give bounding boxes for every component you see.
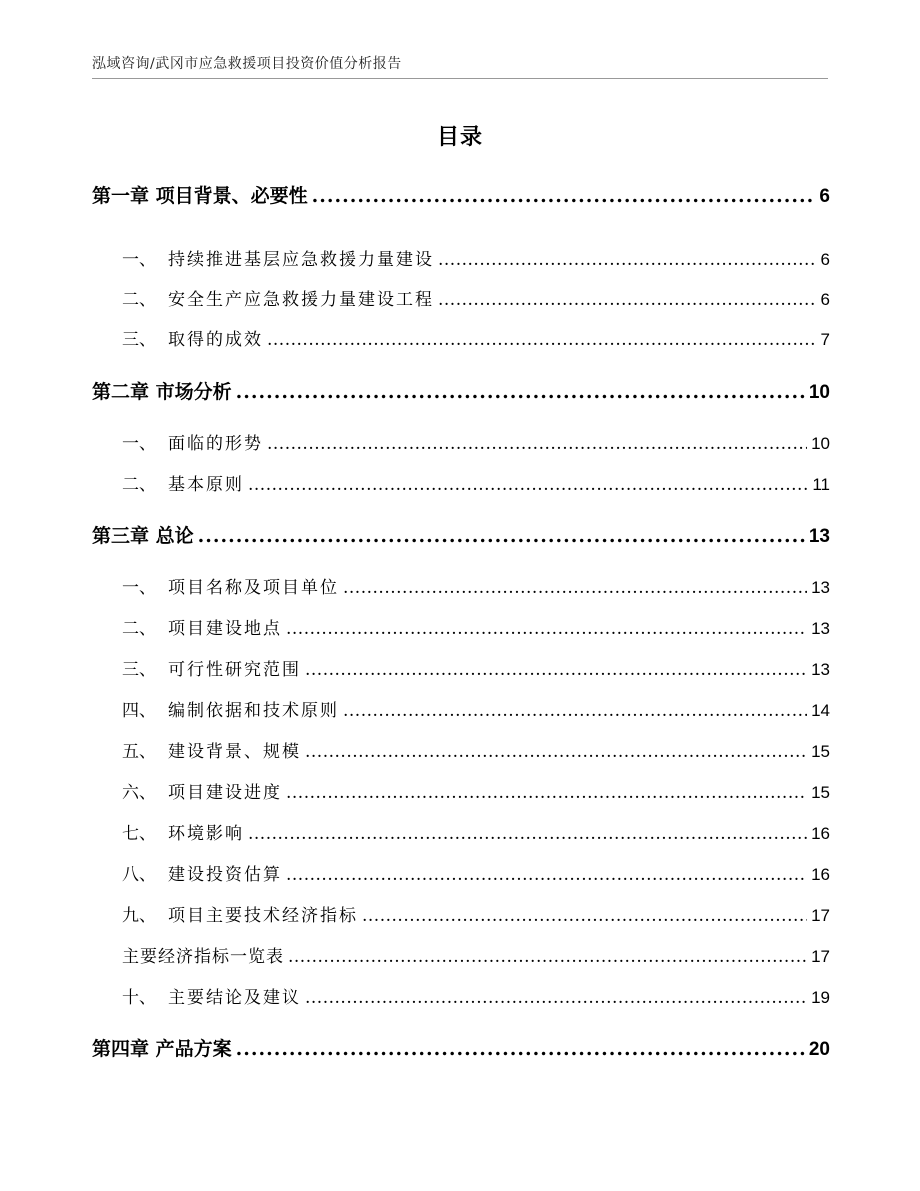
toc-page-number: 17 [811,947,830,966]
toc-leader-dots [305,988,807,1008]
toc-entry-text: 建设背景、规模 [168,742,301,762]
toc-entry-label [92,245,436,270]
toc-entry-label [92,614,284,639]
toc-entry-number: 一、 [122,250,156,270]
toc-entry-label: 主要经济指标一览表 [122,947,284,967]
toc-entry-number: 八、 [122,865,156,885]
toc-leader-dots [286,619,807,639]
toc-entry-label [92,737,303,762]
toc-chapter-entry[interactable] [92,377,830,404]
toc-entry-text: 取得的成效 [168,330,263,350]
toc-entry-text: 项目建设地点 [168,619,282,639]
toc-entry-label: 第三章 总论 [92,525,194,547]
toc-leader-dots [198,525,805,547]
toc-entry-text: 项目主要技术经济指标 [168,906,358,926]
toc-page-number: 16 [811,824,830,843]
toc-entry-number: 二、 [122,290,156,310]
toc-section-entry[interactable] [92,429,830,454]
toc-entry-label [92,819,246,844]
toc-section-entry[interactable] [92,470,830,495]
toc-leader-dots [236,381,805,403]
toc-chapter-entry[interactable] [92,521,830,548]
toc-entry-label [92,860,284,885]
toc-entry-label: 第一章 项目背景、必要性 [92,185,308,207]
toc-leader-dots [362,906,807,926]
toc-entry-text: 主要结论及建议 [168,988,301,1008]
toc-entry-number: 三、 [122,660,156,680]
toc-entry-text: 基本原则 [168,475,244,495]
toc-leader-dots [286,783,807,803]
toc-section-entry[interactable] [92,655,830,680]
toc-leader-dots [248,824,807,844]
toc-leader-dots [438,290,817,310]
toc-entry-text: 项目名称及项目单位 [168,578,339,598]
toc-page-number: 7 [820,330,830,349]
toc-leader-dots [288,947,807,967]
toc-entry-number: 四、 [122,701,156,721]
toc-section-entry[interactable] [92,819,830,844]
toc-section-entry[interactable] [92,983,830,1008]
toc-section-entry[interactable] [92,696,830,721]
toc-page-number: 10 [808,382,830,403]
toc-chapter-entry[interactable] [92,181,830,208]
toc-section-entry[interactable] [92,245,830,270]
toc-page-number: 20 [808,1039,830,1060]
toc-section-entry[interactable] [92,614,830,639]
toc-page-number: 6 [820,290,830,309]
toc-leader-dots [305,660,807,680]
toc-page-number: 13 [808,526,830,547]
toc-entry-label: 第二章 市场分析 [92,381,232,403]
toc-entry-label [92,983,303,1008]
toc-section-entry[interactable] [92,901,830,926]
toc-entry-label [92,470,246,495]
toc-section-entry[interactable] [92,285,830,310]
toc-entry-number: 六、 [122,783,156,803]
toc-entry-text: 环境影响 [168,824,244,844]
toc-leader-dots [343,701,807,721]
toc-entry-label [92,325,265,350]
toc-section-entry[interactable] [92,942,830,967]
toc-section-entry[interactable] [92,573,830,598]
toc-leader-dots [267,434,807,454]
toc-entry-label [92,573,341,598]
toc-entry-label [92,655,303,680]
toc-page-number: 16 [811,865,830,884]
toc-entry-text: 编制依据和技术原则 [168,701,339,721]
toc-entry-number: 九、 [122,906,156,926]
toc-entry-text: 可行性研究范围 [168,660,301,680]
toc-page-number: 15 [811,742,830,761]
toc-entry-number: 十、 [122,988,156,1008]
toc-leader-dots [236,1038,805,1060]
toc-entry-label [92,901,360,926]
toc-entry-label [92,778,284,803]
toc-page-number: 13 [811,578,830,597]
toc-section-entry[interactable] [92,778,830,803]
header-rule [92,78,828,79]
toc-page-number: 6 [820,250,830,269]
toc-entry-text: 面临的形势 [168,434,263,454]
toc-entry-number: 五、 [122,742,156,762]
toc-page-number: 19 [811,988,830,1007]
toc-page-number: 10 [811,434,830,453]
toc-page-number: 13 [811,660,830,679]
running-header: 泓域咨询/武冈市应急救援项目投资价值分析报告 [92,56,402,72]
toc-entry-number: 一、 [122,578,156,598]
toc-page-number: 6 [819,186,830,207]
toc-page-number: 11 [812,475,830,494]
toc-leader-dots [267,330,817,350]
toc-page-number: 13 [811,619,830,638]
toc-entry-label [92,429,265,454]
toc-entry-number: 二、 [122,475,156,495]
toc-entry-number: 二、 [122,619,156,639]
toc-section-entry[interactable] [92,860,830,885]
toc-leader-dots [312,185,816,207]
toc-entry-text: 安全生产应急救援力量建设工程 [168,290,434,310]
toc-entry-number: 七、 [122,824,156,844]
toc-page-number: 15 [811,783,830,802]
page-title: 目录 [436,124,483,150]
toc-leader-dots [248,475,808,495]
toc-section-entry[interactable] [92,737,830,762]
toc-chapter-entry[interactable] [92,1034,830,1061]
toc-entry-text: 持续推进基层应急救援力量建设 [168,250,434,270]
toc-entry-label [92,696,341,721]
toc-entry-number: 三、 [122,330,156,350]
toc-section-entry[interactable] [92,325,830,350]
toc-entry-text: 项目建设进度 [168,783,282,803]
toc-entry-text: 建设投资估算 [168,865,282,885]
toc-entry-number: 一、 [122,434,156,454]
toc-page-number: 14 [811,701,830,720]
toc-leader-dots [343,578,807,598]
toc-leader-dots [438,250,817,270]
toc-entry-label: 第四章 产品方案 [92,1038,232,1060]
toc-page-number: 17 [811,906,830,925]
toc-leader-dots [286,865,807,885]
toc-leader-dots [305,742,807,762]
toc-entry-label [92,285,436,310]
